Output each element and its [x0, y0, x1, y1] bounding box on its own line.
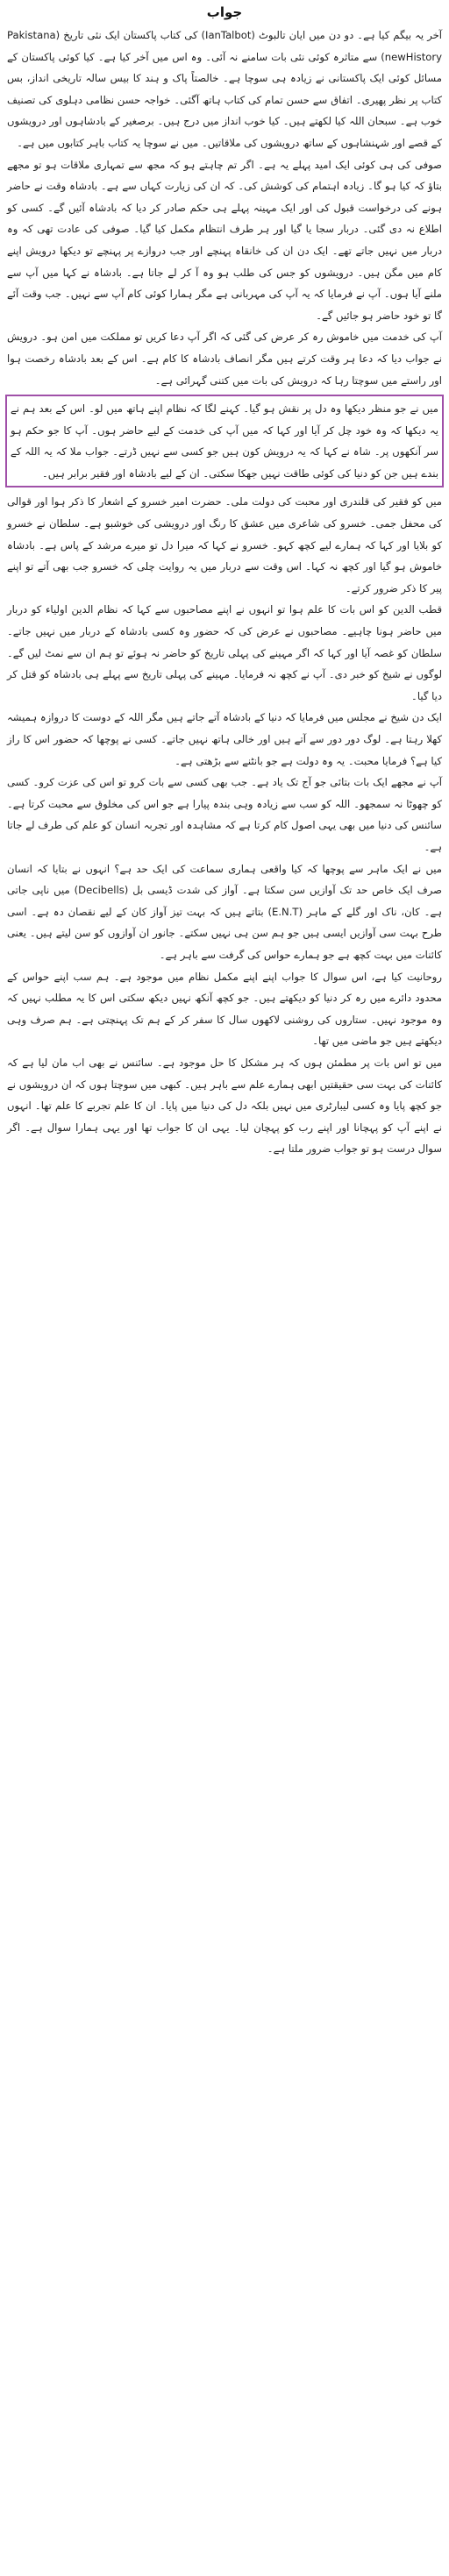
paragraph: صوفی کی ہی کوئی ایک امید پہلے یہ ہے۔ اگر تم چاہتے ہو کہ مجھ سے تمہاری ملاقات ہو تو مجھے بتاؤ کہ کیا ہو گا۔ زیادہ اہتمام کی کوشش کی۔ کہ ان کی زیارت کہاں سے ہے۔ بادشاہ وقت نے حاضر ہونے کی درخواست قبول کی اور ایک مہینہ پہلے ہی حکم صادر کر دیا کہ بادشاہ آئیں گے۔ کسی کو اطلاع نہ دی گئی۔ دربار سجا یا گیا اور ہر طرف انتظام مکمل کیا گیا۔ صوفی کی عادت تھی کہ وہ دربار میں نہیں جاتے تھے۔ ایک دن ان کی خانقاہ پہنچے اور جب دروازے پر پہنچے تو دیکھا درویش اپنے کام میں مگن ہیں۔ درویشوں کو جس کی طلب ہو وہ آ کر لے جاتا ہے۔ بادشاہ نے کہا میں آپ سے ملنے آیا ہوں۔ آپ نے فرمایا کہ یہ آپ کی مہربانی ہے مگر ہمارا کوئی کام آپ سے نہیں۔ جب وقت آئے گا تو خود حاضر ہو جائیں گے۔ — [7, 158, 442, 322]
paragraph: میں نے ایک ماہر سے پوچھا کہ کیا واقعی ہماری سماعت کی ایک حد ہے؟ انہوں نے بتایا کہ انسان صرف ایک خاص حد تک آوازیں سن سکتا ہے۔ آواز کی شدت ڈیسی بل (Decibells) میں ناپی جاتی ہے۔ کان، ناک اور گلے کے ماہر (E.N.T) بتاتے ہیں کہ بہت تیز آواز کان کے لیے نقصان دہ ہے۔ اسی طرح بہت سی آوازیں ایسی ہیں جو ہم سن ہی نہیں سکتے۔ جانور ان آوازوں کو سن لیتے ہیں۔ یعنی کائنات میں بہت کچھ ہے جو ہمارے حواس کی گرفت سے باہر ہے۔ — [7, 862, 442, 961]
paragraph: میں تو اس بات پر مطمئن ہوں کہ ہر مشکل کا حل موجود ہے۔ سائنس نے بھی اب مان لیا ہے کہ کائنات کی بہت سی حقیقتیں ابھی ہمارے علم سے باہر ہیں۔ کبھی میں سوچتا ہوں کہ ان درویشوں نے جو کچھ پایا وہ کسی لیبارٹری میں نہیں بلکہ دل کی دنیا میں پایا۔ ان کا علم تجربے کا علم تھا۔ انہوں نے اپنے آپ کو پہچانا اور اپنے رب کو پہچان لیا۔ یہی ان کا جواب تھا اور یہی ہمارا سوال ہے۔ اگر سوال درست ہو تو جواب ضرور ملتا ہے۔ — [7, 1056, 442, 1156]
paragraph: روحانیت کیا ہے، اس سوال کا جواب اپنے اپنے مکمل نظام میں موجود ہے۔ ہم سب اپنے حواس کے محدود دائرے میں رہ کر دنیا کو دیکھتے ہیں۔ جو کچھ آنکھ نہیں دیکھ سکتی اس کا یہ مطلب نہیں کہ وہ موجود نہیں۔ ستاروں کی روشنی لاکھوں سال کا سفر کر کے ہم تک پہنچتی ہے۔ ہم صرف وہی دیکھتے ہیں جو ماضی میں تھا۔ — [7, 970, 442, 1048]
paragraph: آپ کی خدمت میں خاموش رہ کر عرض کی گئی کہ اگر آپ دعا کریں تو مملکت میں امن ہو۔ درویش نے جواب دیا کہ دعا ہر وقت کرتے ہیں مگر انصاف بادشاہ کا کام ہے۔ اس کے بعد بادشاہ رخصت ہوا اور راستے میں سوچتا رہا کہ درویش کی بات میں کتنی گہرائی ہے۔ — [7, 331, 442, 387]
paragraph: آپ نے مجھے ایک بات بتائی جو آج تک یاد ہے۔ جب بھی کسی سے بات کرو تو اس کی عزت کرو۔ کسی کو چھوٹا نہ سمجھو۔ اللہ کو سب سے زیادہ وہی بندہ پیارا ہے جو اس کی مخلوق سے محبت کرتا ہے۔ سائنس کی دنیا میں بھی یہی اصول کام کرتا ہے کہ مشاہدہ اور تجربہ انسان کو علم کی طرف لے جاتا ہے۔ — [7, 776, 442, 853]
highlight-box — [5, 395, 444, 487]
article-body — [0, 25, 449, 1160]
highlighted-paragraph: میں نے جو منظر دیکھا وہ دل پر نقش ہو گیا۔ کہنے لگا کہ نظام اپنے ہاتھ میں لو۔ اس کے بعد ہم نے یہ دیکھا کہ وہ خود چل کر آیا اور کہا کہ میں آپ کی خدمت کے لیے حاضر ہوں۔ آپ کا جو حکم ہو سر آنکھوں پر۔ شاہ نے کہا کہ یہ درویش کون ہیں جو کسی سے نہیں ڈرتے۔ جواب ملا کہ یہ اللہ کے بندے ہیں جن کو دنیا کی کوئی طاقت نہیں جھکا سکتی۔ ان کے لیے بادشاہ اور فقیر برابر ہیں۔ — [11, 402, 438, 480]
article-title: جواب — [206, 4, 243, 20]
paragraph: میں کو فقیر کی قلندری اور محبت کی دولت ملی۔ حضرت امیر خسرو کے اشعار کا ذکر ہوا اور قوالی کی محفل جمی۔ خسرو کی شاعری میں عشق کا رنگ اور درویشی کی خوشبو ہے۔ سلطان نے خسرو کو بلایا اور کہا کہ ہمارے لیے کچھ کہو۔ خسرو نے کہا کہ میرا دل تو میرے مرشد کے پاس ہے۔ بادشاہ خاموش ہو گیا اور کچھ نہ کہا۔ اس وقت سے دربار میں یہ روایت چلی کہ خسرو جب بھی آتے تو اپنے پیر کا ذکر ضرور کرتے۔ — [7, 495, 442, 594]
paragraph: آخر یہ بیگم کیا ہے۔ دو دن میں ایان تالبوٹ (IanTalbot) کی کتاب پاکستان ایک نئی تاریخ (Pakistana newHistory) سے متاثرہ کوئی نئی بات سامنے نہ آئی۔ وہ اس میں آخر کیا ہے۔ کیا کوئی پاکستان کے مسائل کوئی ایک پاکستانی نے زیادہ ہی سوچا ہے۔ خالصتاً پاک و ہند کا بیس سالہ تاریخی انداز، بس کتاب پر نظر پھیری۔ اتفاق سے حسن تمام کی کتاب ہاتھ آگئی۔ خواجہ حسن نظامی دہلوی کی تصنیف خوب ہے۔ سبحان اللہ کیا لکھتے ہیں۔ کیا خوب انداز میں درج ہیں۔ برصغیر کے بادشاہوں اور درویشوں کے قصے اور شہنشاہوں کے ساتھ درویشوں کی ملاقاتیں۔ میں نے سوچا یہ کتاب باہر کتابوں میں ہے۔ — [7, 29, 442, 149]
paragraph: قطب الدین کو اس بات کا علم ہوا تو انہوں نے اپنے مصاحبوں سے کہا کہ نظام الدین اولیاء کو دربار میں حاضر ہونا چاہیے۔ مصاحبوں نے عرض کی کہ حضور وہ کسی بادشاہ کے دربار میں نہیں جاتے۔ سلطان کو غصہ آیا اور کہا کہ اگر مہینے کی پہلی تاریخ کو حاضر نہ ہوئے تو ہم ان سے نمٹ لیں گے۔ لوگوں نے شیخ کو خبر دی۔ آپ نے کچھ نہ فرمایا۔ مہینے کی پہلی تاریخ سے پہلے ہی بادشاہ کو قتل کر دیا گیا۔ — [7, 603, 442, 702]
paragraph: ایک دن شیخ نے مجلس میں فرمایا کہ دنیا کے بادشاہ آتے جاتے ہیں مگر اللہ کے دوست کا دروازہ ہمیشہ کھلا رہتا ہے۔ لوگ دور دور سے آتے ہیں اور خالی ہاتھ نہیں جاتے۔ کسی نے پوچھا کہ حضور اس کا راز کیا ہے؟ فرمایا محبت۔ یہ وہ دولت ہے جو بانٹنے سے بڑھتی ہے۔ — [7, 711, 442, 767]
